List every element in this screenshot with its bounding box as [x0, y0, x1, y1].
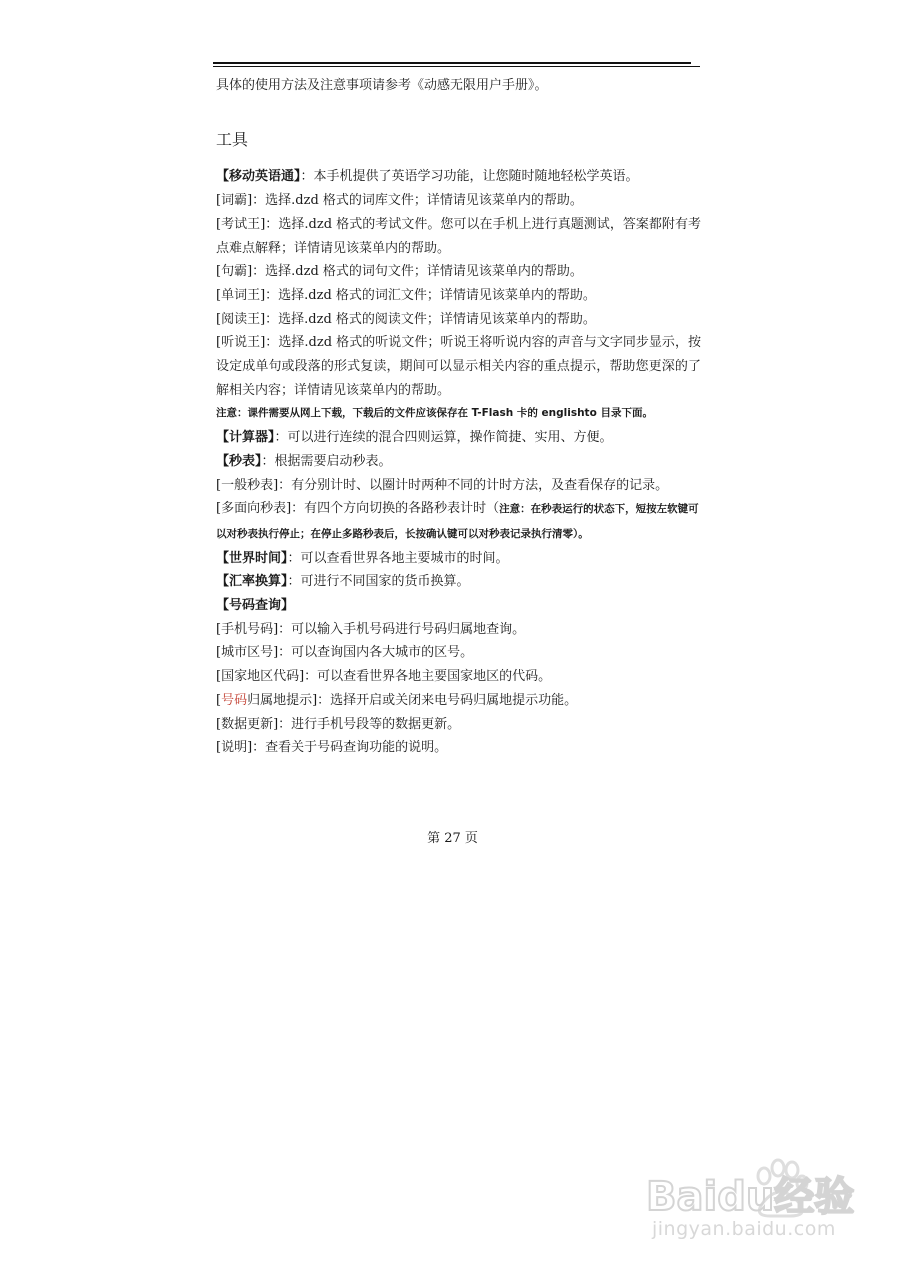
line-word-king: [单词王]：选择.dzd 格式的词汇文件；详情请见该菜单内的帮助。 [216, 287, 596, 303]
line-country-code: [国家地区代码]：可以查看世界各地主要国家地区的代码。 [216, 669, 552, 685]
line-mobile-english: 【移动英语通】：本手机提供了英语学习功能，让您随时随地轻松学英语。 [216, 169, 639, 185]
line-phone-number: [手机号码]：可以输入手机号码进行号码归属地查询。 [216, 621, 526, 637]
line-multi-stopwatch: [多面向秒表]：有四个方向切换的各路秒表计时（注意：在秒表运行的状态下，短按左软键可以对秒表执行停止；在停止多路秒表后，长按确认键可以对秒表记录执行清零）。 [216, 501, 699, 540]
section-title: 工具 [216, 129, 249, 149]
line-general-stopwatch: [一般秒表]：有分别计时、以圈计时两种不同的计时方法，及查看保存的记录。 [216, 477, 669, 493]
line-data-update: [数据更新]：进行手机号段等的数据更新。 [216, 716, 461, 732]
intro-paragraph: 具体的使用方法及注意事项请参考《动感无限用户手册》。 [216, 78, 548, 93]
line-juba: [句霸]：选择.dzd 格式的词句文件；详情请见该菜单内的帮助。 [216, 264, 583, 280]
header-rule-thin [213, 66, 700, 67]
line-calculator: 【计算器】：可以进行连续的混合四则运算，操作简捷、实用、方便。 [216, 430, 613, 446]
line-description: [说明]：查看关于号码查询功能的说明。 [216, 740, 448, 756]
line-ciba: [词霸]：选择.dzd 格式的词库文件；详情请见该菜单内的帮助。 [216, 193, 583, 209]
line-listening-king: [听说王]：选择.dzd 格式的听说文件；听说王将听说内容的声音与文字同步显示，按设定成单句或段落的形式复读，期间可以显示相关内容的重点提示，帮助您更深的了解相关内容；详情请见该菜单内的帮助。 [216, 335, 701, 398]
page-number: 第 27 页 [427, 831, 478, 846]
line-exam-king: [考试王]：选择.dzd 格式的考试文件。您可以在手机上进行真题测试，答案都附有考点难点解释；详情请见该菜单内的帮助。 [216, 216, 701, 256]
line-city-code: [城市区号]：可以查询国内各大城市的区号。 [216, 645, 474, 661]
line-world-time: 【世界时间】：可以查看世界各地主要城市的时间。 [216, 550, 509, 566]
svg-text:Baidu经验: Baidu经验 [646, 1174, 855, 1220]
line-stopwatch: 【秒表】：根据需要启动秒表。 [216, 453, 392, 469]
line-location-hint: [号码归属地提示]：选择开启或关闭来电号码归属地提示功能。 [216, 692, 578, 708]
line-exchange-rate: 【汇率换算】：可进行不同国家的货币换算。 [216, 574, 470, 590]
baidu-watermark-url: jingyan.baidu.com [652, 1218, 836, 1240]
page-content [216, 70, 701, 760]
line-number-query: 【号码查询】 [216, 598, 295, 614]
header-rule-thick [213, 62, 691, 64]
line-reading-king: [阅读王]：选择.dzd 格式的阅读文件；详情请见该菜单内的帮助。 [216, 311, 596, 327]
line-courseware-note: 注意：课件需要从网上下载，下载后的文件应该保存在 T-Flash 卡的 englishto 目录下面。 [216, 407, 653, 420]
baidu-watermark-logo [640, 1150, 870, 1260]
